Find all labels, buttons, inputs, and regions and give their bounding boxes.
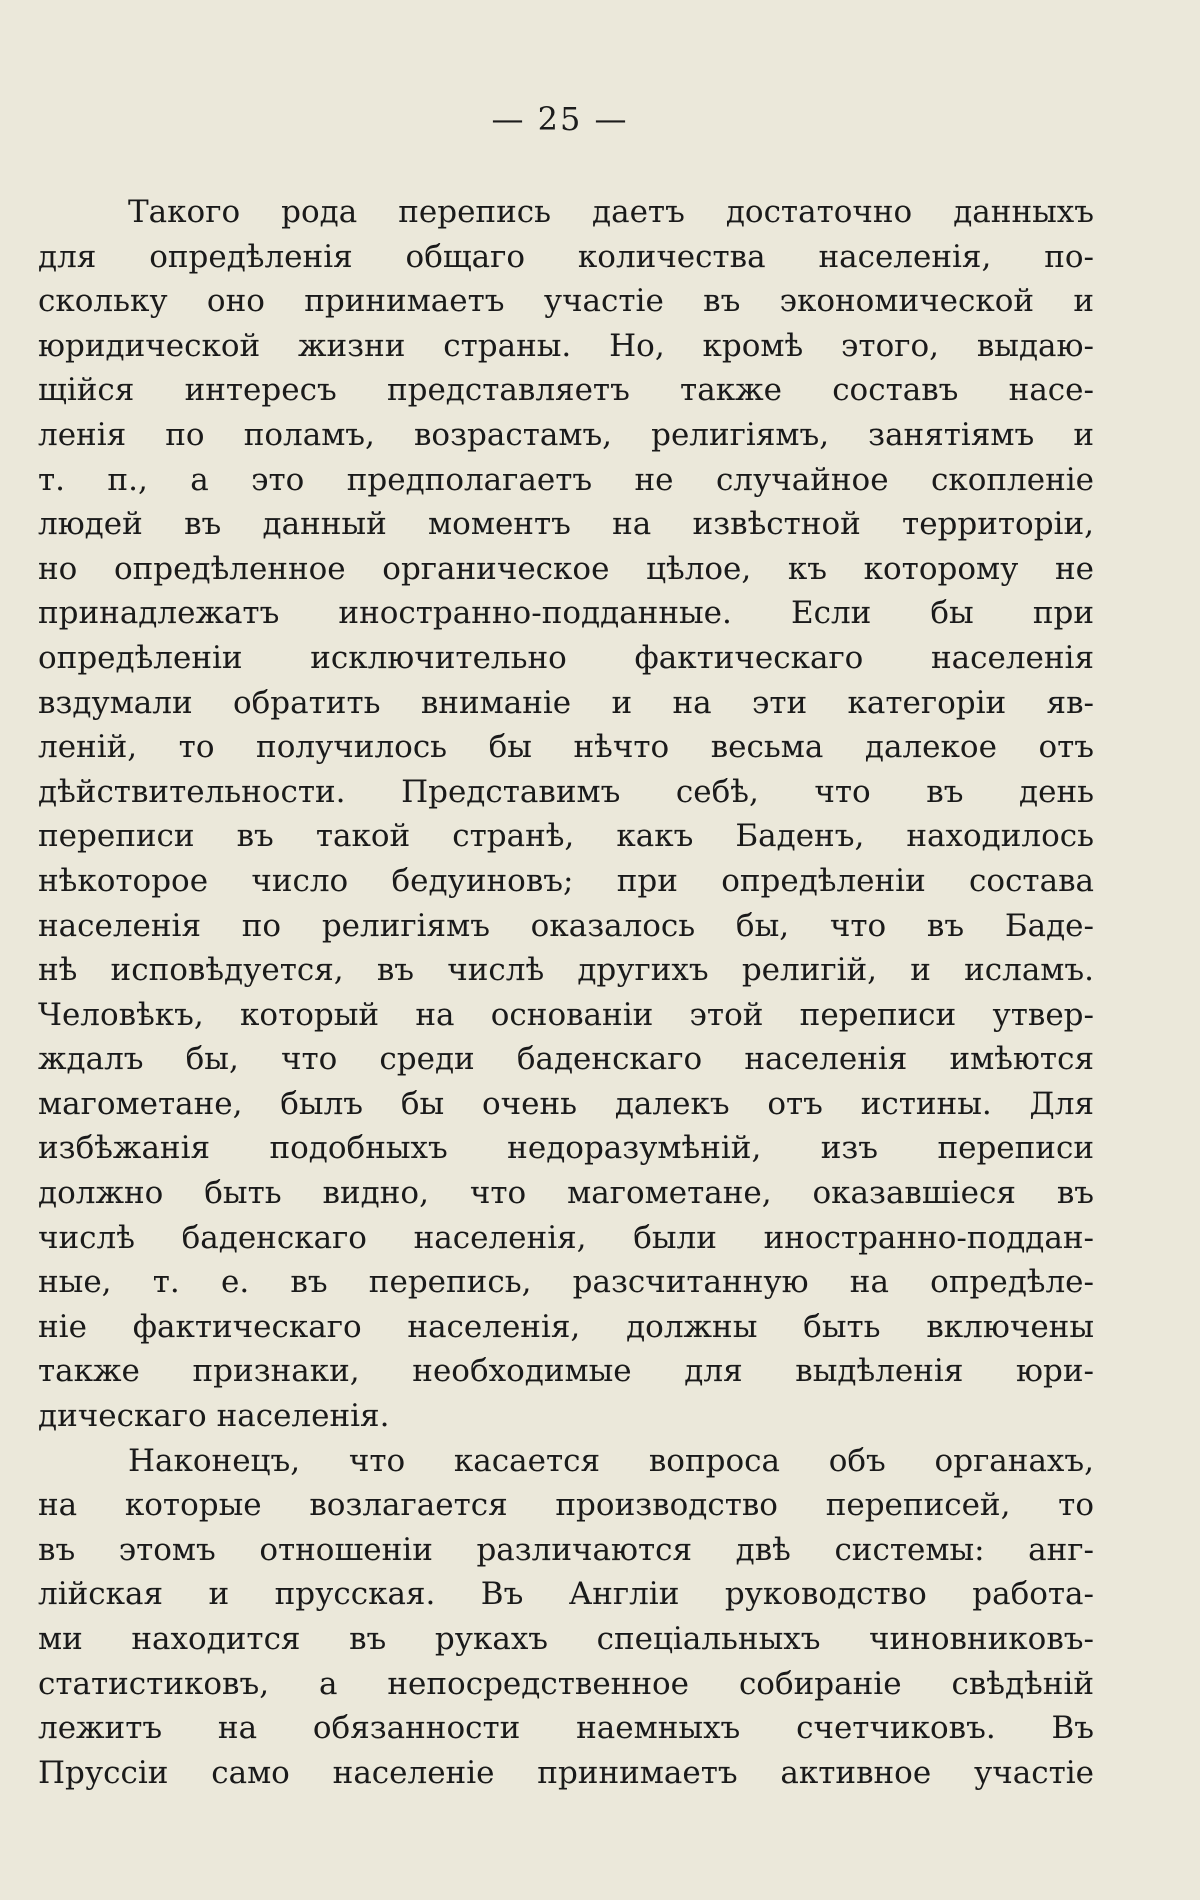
text-line: т. п., а это предполагаетъ не случайное скопленіе (38, 461, 1094, 498)
page-number: — 25 — (491, 100, 629, 138)
text-line: населенія по религіямъ оказалось бы, что въ Баде- (38, 907, 1094, 944)
text-line: числѣ баденскаго населенія, были иностранно-поддан- (38, 1219, 1094, 1256)
text-line: Пруссіи само населеніе принимаетъ активное участіе (38, 1754, 1094, 1791)
body-text (38, 190, 1094, 1795)
text-line: дѣйствительности. Представимъ себѣ, что въ день (38, 773, 1094, 810)
text-line: нѣ исповѣдуется, въ числѣ другихъ религій, и исламъ. (38, 952, 1094, 989)
text-line: для опредѣленія общаго количества населенія, по- (38, 238, 1094, 275)
text-line: юридической жизни страны. Но, кромѣ этого, выдаю- (38, 327, 1094, 364)
text-line: щійся интересъ представляетъ также составъ насе- (38, 372, 1094, 409)
text-line: статистиковъ, а непосредственное собираніе свѣдѣній (38, 1665, 1094, 1702)
text-line: Человѣкъ, который на основаніи этой переписи утвер- (38, 996, 1094, 1033)
text-line: должно быть видно, что магометане, оказавшіеся въ (38, 1175, 1094, 1212)
text-line: ми находится въ рукахъ спеціальныхъ чиновниковъ- (38, 1621, 1094, 1657)
text-line: но опредѣленное органическое цѣлое, къ которому не (38, 550, 1094, 587)
text-line: Такого рода перепись даетъ достаточно данныхъ (128, 194, 1094, 230)
text-line: принадлежатъ иностранно-подданные. Если бы при (38, 595, 1094, 632)
text-line: избѣжанія подобныхъ недоразумѣній, изъ переписи (38, 1130, 1094, 1167)
text-line: опредѣленіи исключительно фактическаго населенія (38, 639, 1094, 676)
text-line: Наконецъ, что касается вопроса объ органахъ, (128, 1442, 1094, 1479)
text-line: магометане, былъ бы очень далекъ отъ истины. Для (38, 1085, 1094, 1122)
text-line: дическаго населенія. (38, 1398, 390, 1435)
text-line: ніе фактическаго населенія, должны быть включены (38, 1308, 1094, 1345)
text-line: вздумали обратить вниманіе и на эти категоріи яв- (38, 684, 1094, 721)
text-line: въ этомъ отношеніи различаются двѣ системы: анг- (38, 1531, 1094, 1568)
text-line: скольку оно принимаетъ участіе въ экономической и (38, 283, 1094, 320)
text-line: нѣкоторое число бедуиновъ; при опредѣленіи состава (38, 862, 1094, 899)
text-line: на которые возлагается производство переписей, то (38, 1487, 1094, 1524)
text-line: ждалъ бы, что среди баденскаго населенія имѣются (38, 1041, 1094, 1078)
text-line: ные, т. е. въ перепись, разсчитанную на опредѣле- (38, 1264, 1094, 1301)
text-line: леній, то получилось бы нѣчто весьма далекое отъ (38, 729, 1094, 766)
text-line: лійская и прусская. Въ Англіи руководство работа- (38, 1576, 1094, 1613)
text-line: также признаки, необходимые для выдѣленія юри- (38, 1353, 1094, 1390)
text-line: переписи въ такой странѣ, какъ Баденъ, находилось (38, 818, 1094, 855)
text-line: лежитъ на обязанности наемныхъ счетчиковъ. Въ (38, 1710, 1094, 1747)
text-line: людей въ данный моментъ на извѣстной территоріи, (38, 506, 1094, 543)
text-line: ленія по поламъ, возрастамъ, религіямъ, занятіямъ и (38, 416, 1094, 453)
